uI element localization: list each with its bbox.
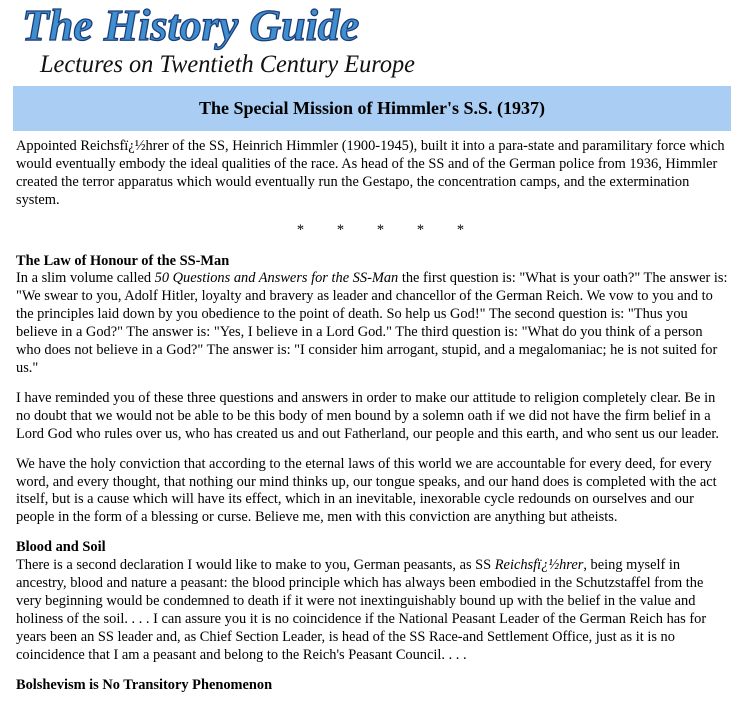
paragraph: We have the holy conviction that according to the eternal laws of this world we are accountable for every deed, for every word, and every thought, that nothing our mind thinks up, our tongue speaks, and our hand does is completed with the act itself, but is a cause which will have its effect, which in an inevitable, inexorable cycle redounds on ourselves and our people in the form of a blessing or curse. Believe me, men with this conviction are anything but atheists.: [16, 455, 717, 526]
paragraph-text: the first question is: "What is your oath?" The answer is: "We swear to you, Adolf Hitler, loyalty and bravery as leader and chancellor of the German Reich. We vow to you and to the principles laid down by you obedience to the point of death. So help us God!" The second question is: "Thus you believe in a God?" The answer is: "Yes, I believe in a Lord God." The third question is: "What do you think of a person who does not believe in a God?" The answer is: "I consider him arrogant, stupid, and a megalomaniac; he is not suited for us.": [16, 270, 728, 376]
intro-paragraph: Appointed Reichsfï¿½hrer of the SS, Heinrich Himmler (1900-1945), built it into a para-state and paramilitary force which would eventually embody the ideal qualities of the race. As head of the SS and of the German police from 1936, Himmler created the terror apparatus which would eventually run the Gestapo, the concentration camps, and the extermination system.: [16, 138, 725, 208]
book-title: 50 Questions and Answers for the SS-Man: [154, 270, 399, 287]
site-name: The History Guide: [22, 1, 360, 50]
section-law-of-honour: [16, 253, 730, 378]
paragraph-text: , being myself in ancestry, blood and nature a peasant: the blood principle which has always been embodied in the Schutzstaffel from the very beginning would be condemned to death if it were not inextinguishably bound up with the belief in the value and holiness of the soil. . . . I can assure you it is no coincidence if the National Peasant Leader of the German Reich has for years been an SS leader and, as Chief Section Leader, is head of the SS Race-and Settlement Office, just as it is no coincidence that I am a peasant and belong to the Reich's Peasant Council. . . .: [16, 557, 707, 663]
section-heading: The Law of Honour of the SS-Man: [16, 252, 230, 269]
paragraph: I have reminded you of these three questions and answers in order to make our attitude to religion completely clear. Be in no doubt that we would not be able to be this body of men bound by a solemn oath if we did not have the firm belief in a Lord God who rules over us, who has created us and out Fatherland, our people and this earth, and who sent us our leader.: [16, 389, 719, 442]
separator-star: *: [376, 221, 385, 238]
site-logo: [0, 0, 741, 86]
section-heading: Blood and Soil: [16, 539, 106, 556]
site-subtitle: Lectures on Twentieth Century Europe: [39, 51, 415, 78]
separator: [16, 222, 730, 240]
paragraph-text: There is a second declaration I would like to make to you, German peasants, as SS: [16, 557, 495, 574]
title-bar: [13, 86, 731, 131]
paragraph-text: In a slim volume called: [16, 270, 155, 287]
section-bolshevism: [16, 677, 730, 695]
separator-star: *: [456, 221, 465, 238]
separator-star: *: [296, 221, 305, 238]
section-heading: Bolshevism is No Transitory Phenomenon: [16, 676, 273, 693]
separator-star: *: [416, 221, 425, 238]
page-title: The Special Mission of Himmler's S.S. (1937): [199, 98, 545, 118]
section-blood-and-soil: [16, 539, 730, 664]
separator-star: *: [336, 221, 345, 238]
article-body: [16, 138, 730, 706]
rank-title: Reichsfï¿½hrer: [494, 557, 584, 574]
